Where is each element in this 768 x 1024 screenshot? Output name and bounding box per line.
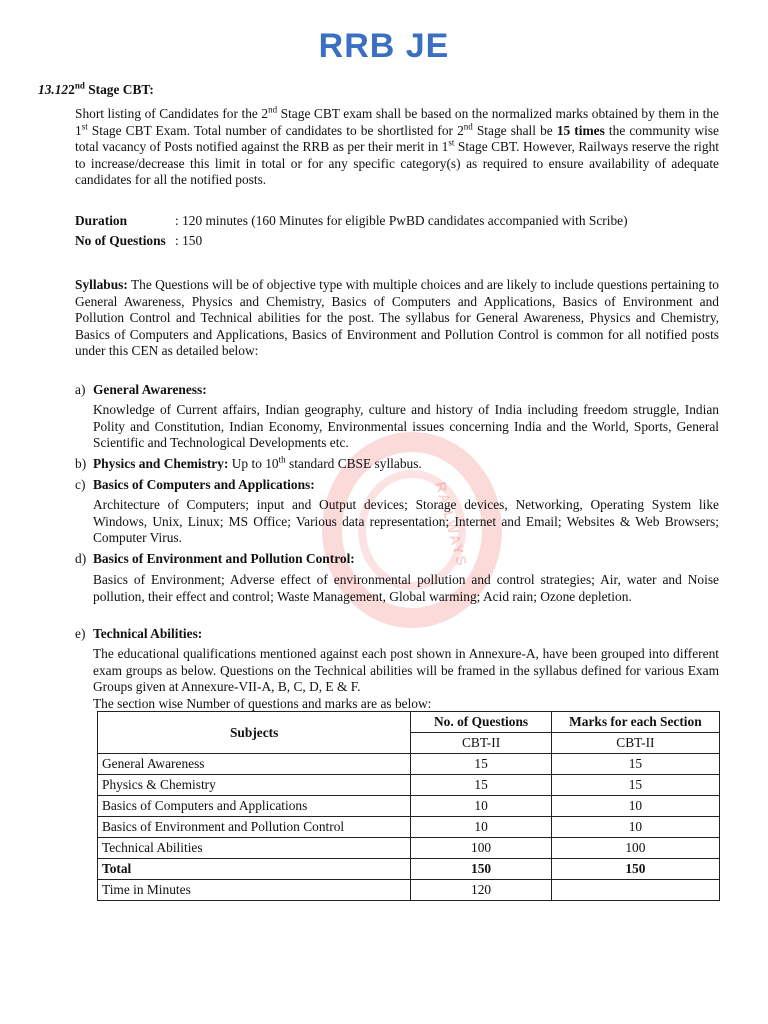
list-item-general-awareness xyxy=(75,382,207,399)
syllabus-paragraph xyxy=(75,277,719,360)
cell-subject: Basics of Environment and Pollution Control xyxy=(98,817,411,838)
cell-marks: 15 xyxy=(551,775,719,796)
physics-sup: th xyxy=(278,454,286,465)
table-row xyxy=(98,754,720,775)
cell-time-label: Time in Minutes xyxy=(98,880,411,901)
intro-text-5: the community wise total vacancy of Posts notified against the RRB as per their merit in 1 xyxy=(75,122,719,155)
computers-body: Architecture of Computers; input and Output devices; Storage devices, Networking, Operating System like Windows, Unix, Linux; MS Office; Various data representation; Internet and Email; Websites & Web Browsers; Computer Virus. xyxy=(93,497,719,546)
cell-questions: 100 xyxy=(411,838,551,859)
list-marker: e) xyxy=(75,626,86,641)
cell-time-questions: 120 xyxy=(411,880,551,901)
list-label: Physics and Chemistry: xyxy=(93,456,229,471)
cell-total-marks: 150 xyxy=(551,859,719,880)
intro-bold-15-times: 15 times xyxy=(556,122,605,138)
list-item-environment xyxy=(75,551,355,568)
intro-text-4: Stage shall be xyxy=(472,122,557,138)
cell-time-marks xyxy=(551,880,719,901)
duration-row xyxy=(75,213,628,230)
watermark-text: RAILWAYS xyxy=(432,480,471,569)
subheader-questions: CBT-II xyxy=(411,733,551,754)
list-item-computers xyxy=(75,477,315,494)
intro-text-3: Stage CBT Exam. Total number of candidates to be shortlisted for 2 xyxy=(87,122,464,138)
section-number: 13.12 xyxy=(38,82,69,97)
questions-value: : 150 xyxy=(175,233,203,248)
physics-text-post: standard CBSE syllabus. xyxy=(285,456,422,471)
environment-body: Basics of Environment; Adverse effect of environmental pollution and control strategies; Air, water and Noise pollution, their effect and control; Waste Management, Global warming; Acid rain; Ozone depletion. xyxy=(93,572,719,604)
header-questions: No. of Questions xyxy=(411,712,551,733)
list-marker: a) xyxy=(75,382,86,397)
cell-marks: 10 xyxy=(551,817,719,838)
technical-body: The educational qualifications mentioned against each post shown in Annexure-A, have been grouped into different exam groups as below. Questions on the Technical abilities will be framed in the syllabus defined for various Exam Groups given at Annexure-VII-A, B, C, D, E & F. xyxy=(93,646,719,695)
cell-marks: 100 xyxy=(551,838,719,859)
cell-subject: Technical Abilities xyxy=(98,838,411,859)
list-label: Technical Abilities: xyxy=(93,626,203,641)
questions-label: No of Questions xyxy=(75,233,166,248)
list-label: Basics of Environment and Pollution Control: xyxy=(93,551,355,566)
cell-marks: 15 xyxy=(551,754,719,775)
header-subjects: Subjects xyxy=(98,712,411,754)
cell-total-label: Total xyxy=(98,859,411,880)
table-row xyxy=(98,817,720,838)
table-header-row xyxy=(98,712,720,733)
page-title: RRB JE xyxy=(318,27,450,65)
list-item-physics-chemistry xyxy=(75,456,422,473)
general-awareness-body: Knowledge of Current affairs, Indian geography, culture and history of India including freedom struggle, Indian Polity and Constitution, Indian Economy, Environmental issues concerning India and the World, Sports, General Scientific and Technological Developments etc. xyxy=(93,402,719,451)
section-title-sup: nd xyxy=(74,80,85,91)
table-row xyxy=(98,775,720,796)
list-marker: c) xyxy=(75,477,86,492)
syllabus-label: Syllabus: xyxy=(75,277,128,292)
table-row xyxy=(98,796,720,817)
section-title-pre: 2 xyxy=(68,82,75,97)
intro-text-6: Stage CBT. However, Railways reserve the right to increase/decrease this limit in total or for any specific category(s) as required to ensure availability of adequate candidates for all the notified posts. xyxy=(75,139,719,188)
list-marker: d) xyxy=(75,551,87,566)
cell-subject: General Awareness xyxy=(98,754,411,775)
subheader-marks: CBT-II xyxy=(551,733,719,754)
syllabus-text: The Questions will be of objective type with multiple choices and are likely to include questions pertaining to General Awareness, Physics and Chemistry, Basics of Computers and Applications, Basics of Environment and Pollution Control and Technical abilities for the post. The syllabus for General Awareness, Physics and Chemistry, Basics of Computers and Applications, Basics of Environment and Pollution Control is common for all notified posts under this CEN as detailed below: xyxy=(75,277,719,359)
physics-text-pre: Up to 10 xyxy=(228,456,279,471)
intro-text-2: Stage CBT exam shall be based on the normalized marks obtained by them in the 1 xyxy=(75,106,719,138)
list-item-technical xyxy=(75,626,202,643)
list-label: Basics of Computers and Applications: xyxy=(93,477,315,492)
intro-sup-5: st xyxy=(448,137,455,148)
section-heading xyxy=(38,82,154,99)
intro-sup-2: st xyxy=(81,121,88,132)
duration-value: : 120 minutes (160 Minutes for eligible PwBD candidates accompanied with Scribe) xyxy=(175,213,628,228)
cell-subject: Physics & Chemistry xyxy=(98,775,411,796)
questions-row xyxy=(75,233,202,250)
table-time-row xyxy=(98,880,720,901)
table-intro: The section wise Number of questions and marks are as below: xyxy=(93,696,432,711)
cell-total-questions: 150 xyxy=(411,859,551,880)
table-total-row xyxy=(98,859,720,880)
cell-questions: 10 xyxy=(411,796,551,817)
section-title-post: Stage CBT: xyxy=(84,82,154,97)
table-row xyxy=(98,838,720,859)
cell-questions: 10 xyxy=(411,817,551,838)
intro-sup-1: nd xyxy=(268,104,278,115)
marks-table xyxy=(97,711,720,901)
duration-label: Duration xyxy=(75,213,128,228)
cell-marks: 10 xyxy=(551,796,719,817)
cell-subject: Basics of Computers and Applications xyxy=(98,796,411,817)
list-marker: b) xyxy=(75,456,87,471)
intro-text-1: Short listing of Candidates for the 2 xyxy=(75,106,269,121)
cell-questions: 15 xyxy=(411,775,551,796)
intro-sup-3: nd xyxy=(463,121,473,132)
list-label: General Awareness: xyxy=(93,382,207,397)
intro-paragraph xyxy=(75,106,719,189)
cell-questions: 15 xyxy=(411,754,551,775)
header-marks: Marks for each Section xyxy=(551,712,719,733)
